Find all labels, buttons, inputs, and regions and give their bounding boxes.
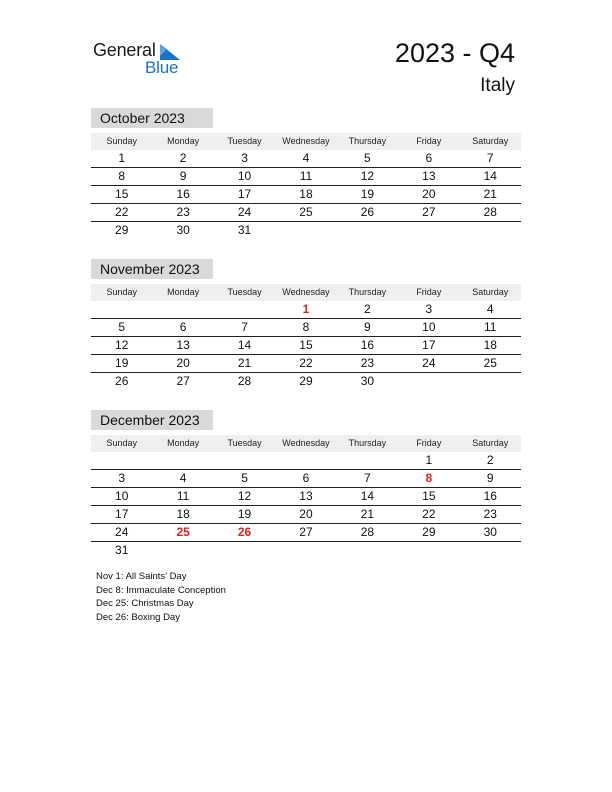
day-cell: 2 bbox=[486, 453, 494, 467]
month-title: October 2023 bbox=[91, 108, 213, 128]
day-cell bbox=[460, 222, 521, 239]
week-row bbox=[91, 337, 521, 355]
day-cell: 22 bbox=[299, 356, 313, 370]
day-cell: 11 bbox=[176, 489, 190, 503]
day-cell: 23 bbox=[176, 205, 190, 219]
weekday-label: Tuesday bbox=[227, 287, 262, 297]
day-cell: 17 bbox=[237, 187, 252, 201]
month-december bbox=[91, 410, 521, 559]
day-cell: 17 bbox=[422, 338, 436, 352]
day-cell: 5 bbox=[241, 471, 248, 485]
weekday-label: Sunday bbox=[106, 438, 137, 448]
day-cell: 7 bbox=[364, 471, 371, 485]
weekday-label: Saturday bbox=[472, 287, 509, 297]
holiday-day-cell: 25 bbox=[176, 525, 190, 539]
day-cell: 18 bbox=[176, 507, 190, 521]
day-cell: 23 bbox=[483, 507, 497, 521]
day-cell: 24 bbox=[237, 205, 252, 219]
day-cell: 20 bbox=[422, 187, 436, 201]
day-cell: 28 bbox=[483, 205, 497, 219]
weekday-label: Thursday bbox=[348, 438, 387, 448]
holiday-day-cell: 1 bbox=[302, 302, 310, 316]
day-cell: 16 bbox=[483, 489, 497, 503]
month-november bbox=[91, 259, 521, 390]
day-cell: 11 bbox=[299, 169, 313, 183]
day-cell: 4 bbox=[179, 471, 187, 485]
day-cell: 2 bbox=[364, 302, 371, 316]
day-cell: 4 bbox=[486, 302, 494, 316]
day-cell bbox=[91, 301, 152, 318]
weekday-label: Tuesday bbox=[227, 136, 262, 146]
day-cell bbox=[214, 301, 275, 318]
weekday-label: Thursday bbox=[348, 136, 387, 146]
day-cell: 20 bbox=[176, 356, 190, 370]
day-cell: 31 bbox=[237, 223, 252, 237]
day-cell: 9 bbox=[179, 169, 187, 183]
day-cell: 3 bbox=[241, 151, 248, 165]
day-cell: 31 bbox=[115, 543, 129, 557]
day-cell: 13 bbox=[299, 489, 313, 503]
week-row bbox=[91, 186, 521, 204]
weekday-label: Monday bbox=[167, 438, 200, 448]
weekday-label: Sunday bbox=[106, 136, 137, 146]
holiday-notes bbox=[96, 570, 226, 624]
weekday-label: Friday bbox=[416, 136, 442, 146]
day-cell: 6 bbox=[179, 320, 187, 334]
day-cell: 10 bbox=[422, 320, 436, 334]
day-cell bbox=[275, 222, 336, 239]
day-cell bbox=[214, 452, 275, 469]
day-cell: 12 bbox=[360, 169, 375, 183]
week-row bbox=[91, 222, 521, 239]
weekday-label: Tuesday bbox=[227, 438, 262, 448]
day-cell bbox=[398, 542, 459, 559]
week-row bbox=[91, 524, 521, 542]
weekday-label: Saturday bbox=[472, 438, 509, 448]
week-row bbox=[91, 168, 521, 186]
day-cell bbox=[337, 452, 398, 469]
weekday-label: Friday bbox=[416, 438, 442, 448]
day-cell: 21 bbox=[237, 356, 252, 370]
day-cell: 29 bbox=[299, 374, 313, 388]
day-cell bbox=[398, 373, 459, 390]
weekday-label: Wednesday bbox=[282, 438, 330, 448]
day-cell: 8 bbox=[118, 169, 126, 183]
day-cell bbox=[337, 542, 398, 559]
holiday-day-cell: 26 bbox=[237, 525, 252, 539]
day-cell: 10 bbox=[115, 489, 129, 503]
day-cell: 6 bbox=[302, 471, 310, 485]
day-cell bbox=[91, 452, 152, 469]
day-cell: 5 bbox=[364, 151, 371, 165]
day-cell: 21 bbox=[483, 187, 497, 201]
day-cell: 3 bbox=[425, 302, 433, 316]
day-cell: 20 bbox=[299, 507, 313, 521]
holiday-note: Dec 25: Christmas Day bbox=[96, 598, 194, 609]
day-cell: 27 bbox=[176, 374, 190, 388]
day-cell: 17 bbox=[115, 507, 129, 521]
day-cell: 29 bbox=[115, 223, 129, 237]
weekday-label: Sunday bbox=[106, 287, 137, 297]
day-cell: 27 bbox=[299, 525, 313, 539]
day-cell: 30 bbox=[483, 525, 497, 539]
week-row bbox=[91, 355, 521, 373]
day-cell: 22 bbox=[422, 507, 436, 521]
weekday-header-row bbox=[91, 133, 521, 150]
month-title: December 2023 bbox=[91, 410, 213, 430]
day-cell: 4 bbox=[302, 151, 310, 165]
day-cell bbox=[398, 222, 459, 239]
holiday-day-cell: 8 bbox=[425, 471, 433, 485]
logo-word-general: General bbox=[93, 40, 156, 60]
weekday-label: Monday bbox=[167, 287, 200, 297]
day-cell: 11 bbox=[484, 320, 497, 334]
week-row bbox=[91, 506, 521, 524]
day-cell bbox=[152, 301, 213, 318]
day-cell: 10 bbox=[237, 169, 252, 183]
day-cell: 12 bbox=[115, 338, 129, 352]
week-row bbox=[91, 373, 521, 390]
day-cell: 16 bbox=[176, 187, 190, 201]
week-row bbox=[91, 301, 521, 319]
day-cell: 13 bbox=[176, 338, 190, 352]
day-cell bbox=[337, 222, 398, 239]
day-cell bbox=[275, 542, 336, 559]
day-cell: 29 bbox=[422, 525, 436, 539]
day-cell: 2 bbox=[179, 151, 187, 165]
holiday-note: Nov 1: All Saints’ Day bbox=[96, 571, 187, 582]
day-cell: 28 bbox=[360, 525, 375, 539]
weekday-label: Monday bbox=[167, 136, 200, 146]
weekday-label: Saturday bbox=[472, 136, 509, 146]
day-cell: 27 bbox=[422, 205, 436, 219]
weekday-label: Thursday bbox=[348, 287, 387, 297]
day-cell: 19 bbox=[115, 356, 129, 370]
week-row bbox=[91, 542, 521, 559]
day-cell: 7 bbox=[486, 151, 494, 165]
day-cell: 12 bbox=[237, 489, 252, 503]
day-cell bbox=[152, 452, 213, 469]
day-cell: 18 bbox=[483, 338, 497, 352]
day-cell: 9 bbox=[486, 471, 494, 485]
day-cell: 19 bbox=[360, 187, 375, 201]
day-cell: 14 bbox=[483, 169, 497, 183]
day-cell: 14 bbox=[360, 489, 375, 503]
weekday-label: Wednesday bbox=[282, 136, 330, 146]
day-cell: 21 bbox=[360, 507, 375, 521]
week-row bbox=[91, 204, 521, 222]
holiday-note: Dec 26: Boxing Day bbox=[96, 611, 180, 623]
day-cell: 25 bbox=[483, 356, 497, 370]
day-cell: 3 bbox=[118, 471, 126, 485]
day-cell: 9 bbox=[364, 320, 371, 334]
day-cell: 6 bbox=[425, 151, 433, 165]
day-cell: 22 bbox=[115, 205, 129, 219]
day-cell: 1 bbox=[118, 151, 126, 165]
day-cell: 18 bbox=[299, 187, 313, 201]
day-cell: 15 bbox=[299, 338, 313, 352]
weekday-header-row bbox=[91, 435, 521, 452]
day-cell bbox=[152, 542, 213, 559]
day-cell: 24 bbox=[422, 356, 436, 370]
day-cell: 7 bbox=[241, 320, 248, 334]
day-cell: 30 bbox=[176, 223, 190, 237]
logo-word-blue: Blue bbox=[145, 58, 179, 77]
day-cell: 30 bbox=[360, 374, 375, 388]
day-cell: 5 bbox=[118, 320, 126, 334]
week-row bbox=[91, 452, 521, 470]
generalblue-logo bbox=[93, 40, 193, 80]
day-cell bbox=[214, 542, 275, 559]
day-cell: 26 bbox=[360, 205, 375, 219]
day-cell: 14 bbox=[237, 338, 252, 352]
day-cell: 15 bbox=[422, 489, 436, 503]
weekday-label: Wednesday bbox=[282, 287, 330, 297]
holiday-note: Dec 8: Immaculate Conception bbox=[96, 584, 226, 596]
month-title: November 2023 bbox=[91, 259, 213, 279]
day-cell: 1 bbox=[425, 453, 433, 467]
day-cell bbox=[460, 373, 521, 390]
day-cell: 13 bbox=[422, 169, 436, 183]
day-cell bbox=[460, 542, 521, 559]
weekday-header-row bbox=[91, 284, 521, 301]
day-cell: 15 bbox=[115, 187, 129, 201]
day-cell: 24 bbox=[115, 525, 129, 539]
day-cell: 28 bbox=[237, 374, 252, 388]
day-cell: 26 bbox=[115, 374, 129, 388]
day-cell: 25 bbox=[299, 205, 313, 219]
month-october bbox=[91, 108, 521, 239]
country-label: Italy bbox=[480, 75, 515, 96]
page-title: 2023 - Q4 bbox=[394, 38, 515, 68]
week-row bbox=[91, 319, 521, 337]
day-cell: 19 bbox=[237, 507, 252, 521]
week-row bbox=[91, 488, 521, 506]
day-cell: 23 bbox=[360, 356, 375, 370]
weekday-label: Friday bbox=[416, 287, 442, 297]
day-cell: 16 bbox=[360, 338, 375, 352]
week-row bbox=[91, 150, 521, 168]
day-cell: 8 bbox=[302, 320, 310, 334]
day-cell bbox=[275, 452, 336, 469]
week-row bbox=[91, 470, 521, 488]
